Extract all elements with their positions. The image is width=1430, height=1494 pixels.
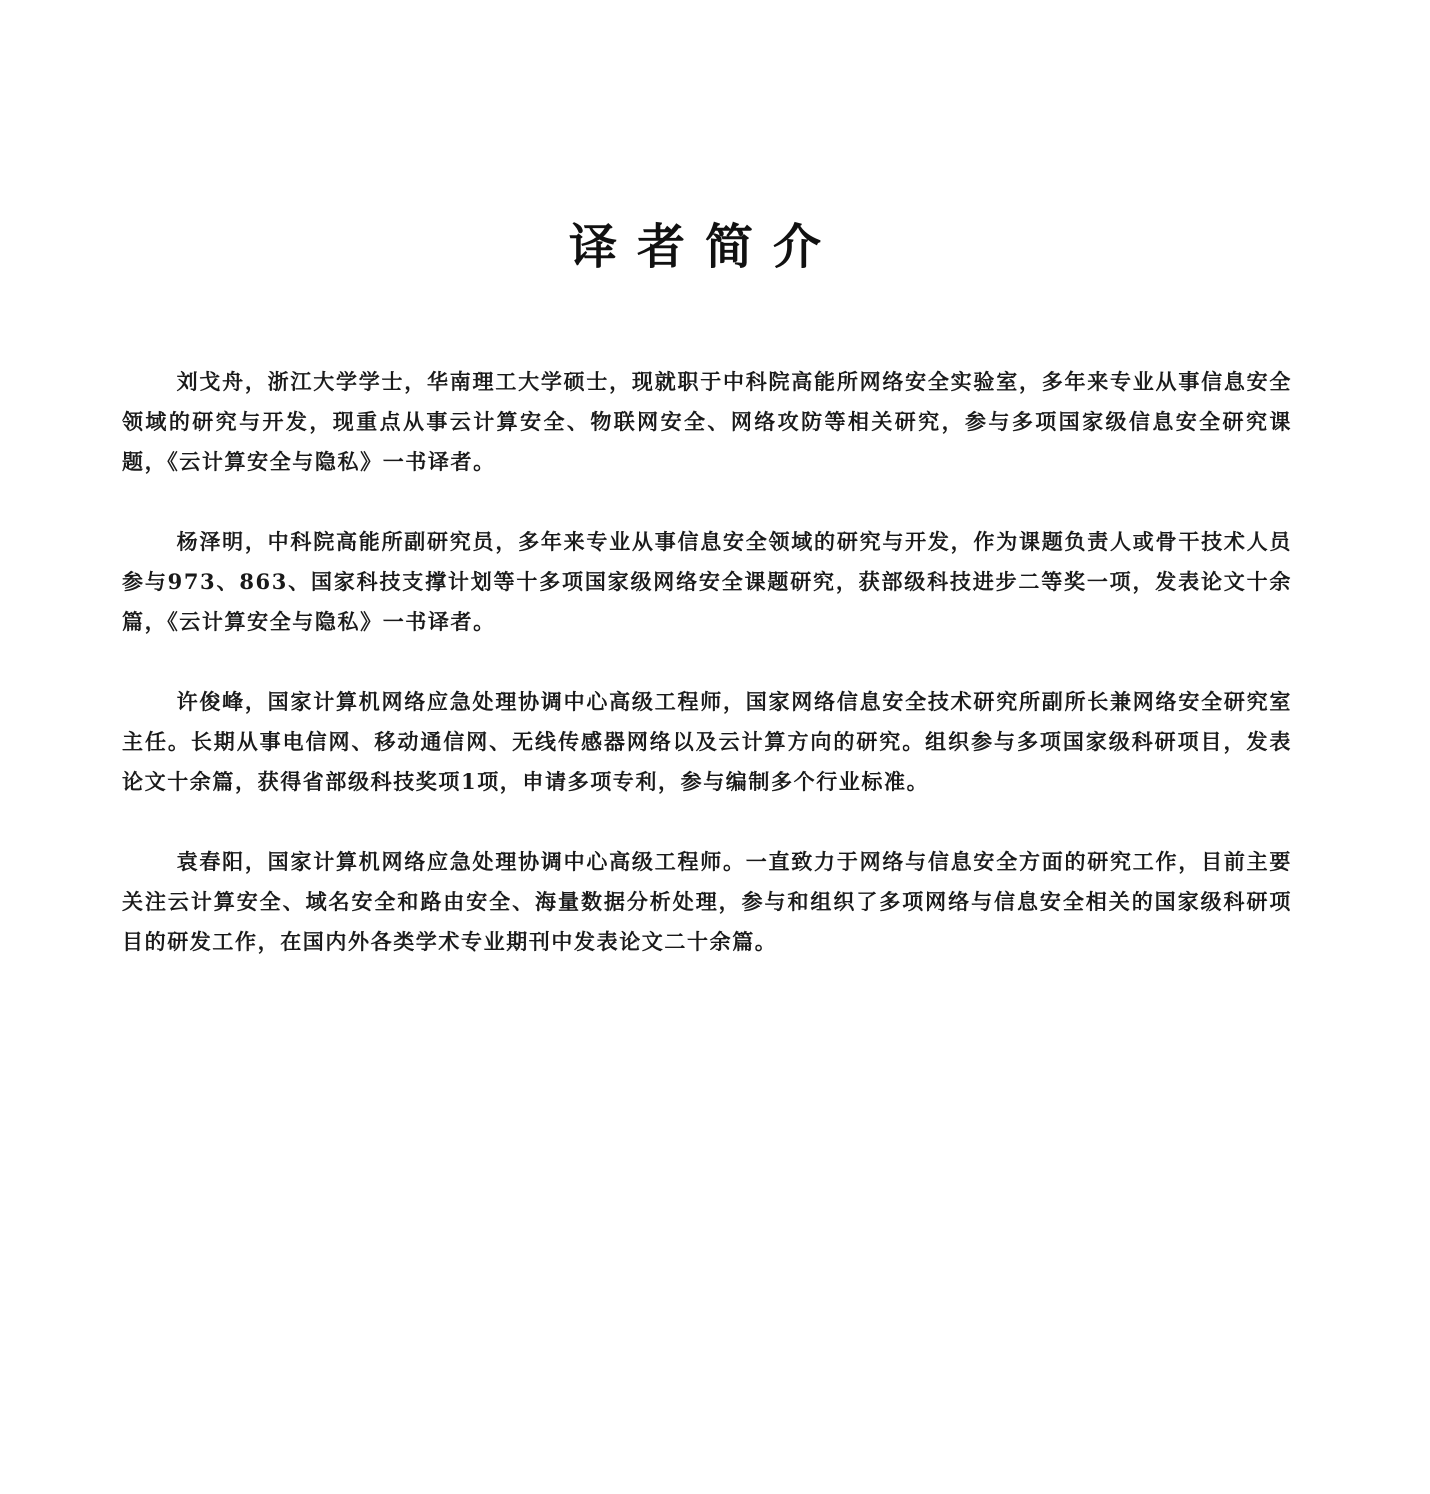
translator-bio-yuan: 袁春阳，国家计算机网络应急处理协调中心高级工程师。一直致力于网络与信息安全方面的研究工作，目前主要关注云计算安全、域名安全和路由安全、海量数据分析处理，参与和组织了多项网络与信息安全相关的国家级科研项目的研发工作，在国内外各类学术专业期刊中发表论文二十余篇。 xyxy=(122,849,1292,954)
page-title: 译者简介 xyxy=(568,219,841,275)
body-text xyxy=(122,362,1292,1002)
translator-bio-yang: 杨泽明，中科院高能所副研究员，多年来专业从事信息安全领域的研究与开发，作为课题负责人或骨干技术人员参与973、863、国家科技支撑计划等十多项国家级网络安全课题研究，获部级科技进步二等奖一项，发表论文十余篇，《云计算安全与隐私》一书译者。 xyxy=(122,529,1292,634)
translator-bio-xu: 许俊峰，国家计算机网络应急处理协调中心高级工程师，国家网络信息安全技术研究所副所长兼网络安全研究室主任。长期从事电信网、移动通信网、无线传感器网络以及云计算方向的研究。组织参与多项国家级科研项目，发表论文十余篇，获得省部级科技奖项1项，申请多项专利，参与编制多个行业标准。 xyxy=(122,689,1292,794)
translator-bio-liu: 刘戈舟，浙江大学学士，华南理工大学硕士，现就职于中科院高能所网络安全实验室，多年来专业从事信息安全领域的研究与开发，现重点从事云计算安全、物联网安全、网络攻防等相关研究，参与多项国家级信息安全研究课题，《云计算安全与隐私》一书译者。 xyxy=(122,369,1292,474)
